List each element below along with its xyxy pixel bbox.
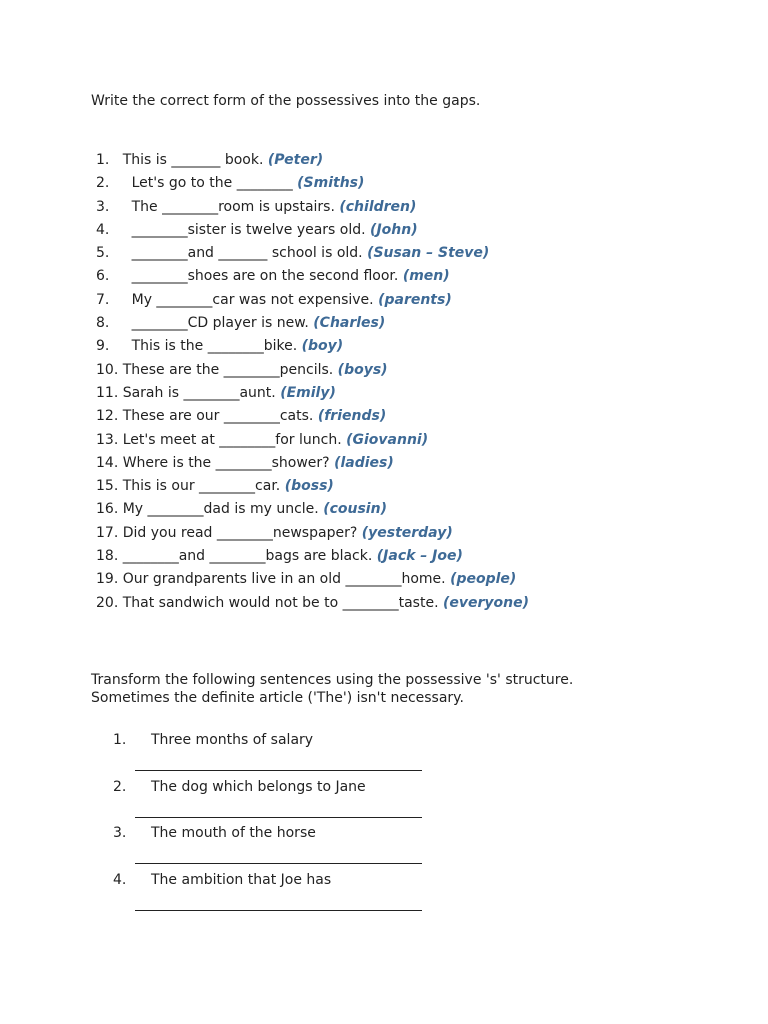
- list-item: [96, 453, 529, 476]
- sentence-text: 14. Where is the ________shower?: [96, 454, 335, 471]
- list-item: [0, 823, 768, 870]
- list-item: [96, 430, 529, 453]
- list-item: [96, 569, 529, 592]
- hint-word: (children): [339, 198, 417, 215]
- sentence-text: 18. ________and ________bags are black.: [96, 548, 377, 565]
- item-number: 3.: [113, 825, 127, 841]
- list-item: [96, 313, 529, 336]
- hint-word: (boss): [284, 478, 334, 495]
- sentence-text: 9. This is the ________bike.: [96, 338, 302, 355]
- hint-word: (John): [370, 221, 418, 238]
- list-item: [96, 476, 529, 499]
- sentence-text: 8. ________CD player is new.: [96, 315, 314, 332]
- hint-word: (Peter): [267, 152, 324, 168]
- hint-word: (Susan – Steve): [367, 245, 490, 262]
- list-item: [96, 290, 529, 313]
- exercise1-list: [96, 150, 529, 616]
- answer-line[interactable]: [135, 910, 422, 911]
- item-text: Three months of salary: [151, 732, 314, 748]
- list-item: [96, 243, 529, 266]
- list-item: [96, 266, 529, 289]
- list-item: [0, 777, 768, 824]
- sentence-text: 10. These are the ________pencils.: [96, 361, 338, 378]
- list-item: [96, 336, 529, 359]
- sentence-text: 20. That sandwich would not be to ________taste.: [96, 594, 443, 611]
- list-item: [96, 383, 529, 406]
- list-item: [0, 730, 768, 777]
- exercise1-instruction: Write the correct form of the possessives into the gaps.: [91, 93, 481, 109]
- hint-word: (parents): [378, 291, 452, 308]
- list-item: [0, 870, 768, 917]
- sentence-text: 6. ________shoes are on the second floor.: [96, 268, 403, 285]
- exercise2-instruction: [91, 672, 573, 707]
- hint-word: (ladies): [334, 454, 394, 471]
- list-item: [96, 523, 529, 546]
- sentence-text: 17. Did you read ________newspaper?: [96, 524, 362, 541]
- item-number: 4.: [113, 871, 127, 888]
- sentence-text: 4. ________sister is twelve years old.: [96, 221, 371, 238]
- hint-word: (cousin): [323, 501, 387, 518]
- hint-word: (Charles): [313, 315, 386, 332]
- list-item: [96, 220, 529, 243]
- answer-line[interactable]: [135, 863, 422, 864]
- hint-word: (Giovanni): [346, 431, 429, 448]
- list-item: [96, 593, 529, 616]
- hint-word: (boys): [337, 361, 388, 378]
- answer-line[interactable]: [135, 770, 422, 771]
- list-item: [96, 499, 529, 522]
- item-text: The mouth of the horse: [151, 825, 316, 841]
- list-item: [96, 150, 529, 173]
- list-item: [96, 406, 529, 429]
- item-text: The ambition that Joe has: [151, 871, 332, 888]
- item-number: 2.: [113, 778, 127, 795]
- list-item: [96, 546, 529, 569]
- exercise2-list: [0, 730, 768, 916]
- instruction-line: Sometimes the definite article ('The') isn't necessary.: [91, 689, 464, 706]
- sentence-text: 2. Let's go to the ________: [96, 175, 298, 192]
- list-item: [96, 173, 529, 196]
- sentence-text: 19. Our grandparents live in an old ________home.: [96, 571, 451, 588]
- hint-word: (Jack – Joe): [376, 548, 463, 565]
- sentence-text: 15. This is our ________car.: [96, 478, 285, 495]
- hint-word: (Emily): [280, 384, 336, 401]
- sentence-text: 1. This is _______ book.: [96, 152, 268, 168]
- hint-word: (friends): [317, 408, 387, 425]
- hint-word: (men): [402, 268, 450, 285]
- item-text: The dog which belongs to Jane: [151, 778, 366, 795]
- hint-word: (Smiths): [297, 175, 365, 192]
- sentence-text: 7. My ________car was not expensive.: [96, 291, 379, 308]
- hint-word: (everyone): [442, 594, 529, 611]
- sentence-text: 5. ________and _______ school is old.: [96, 245, 368, 262]
- sentence-text: 13. Let's meet at ________for lunch.: [96, 431, 347, 448]
- sentence-text: 16. My ________dad is my uncle.: [96, 501, 324, 518]
- sentence-text: 3. The ________room is upstairs.: [96, 198, 340, 215]
- sentence-text: 11. Sarah is ________aunt.: [96, 384, 281, 401]
- list-item: [96, 197, 529, 220]
- list-item: [96, 360, 529, 383]
- item-number: 1.: [113, 732, 127, 748]
- answer-line[interactable]: [135, 817, 422, 818]
- hint-word: (boy): [301, 338, 344, 355]
- hint-word: (yesterday): [361, 524, 453, 541]
- sentence-text: 12. These are our ________cats.: [96, 408, 318, 425]
- instruction-line: Transform the following sentences using the possessive 's' structure.: [91, 672, 574, 688]
- hint-word: (people): [450, 571, 517, 588]
